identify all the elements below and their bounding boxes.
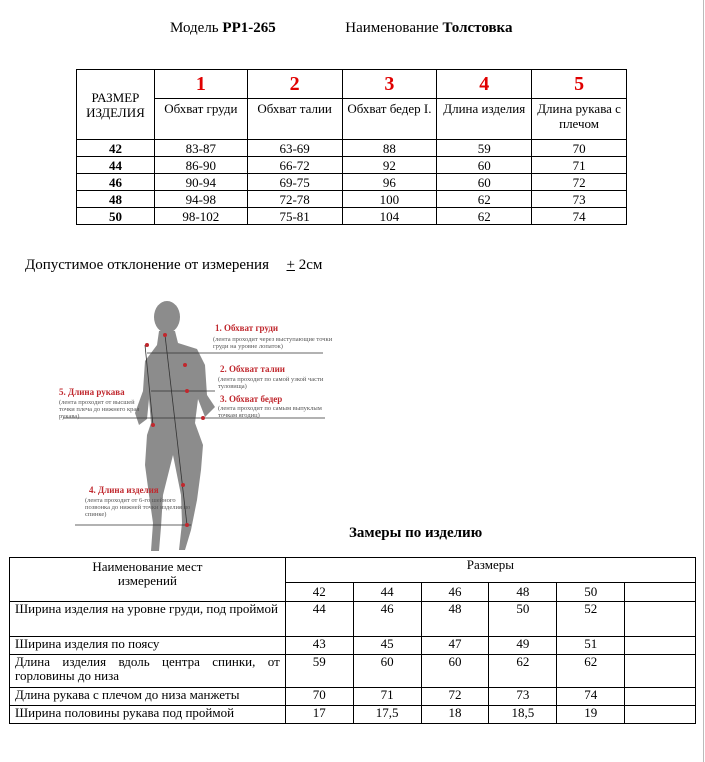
empty-cell: [625, 602, 696, 637]
value-cell: 71: [353, 688, 421, 706]
size-cell: 42: [77, 140, 155, 157]
value-cell: 59: [437, 140, 532, 157]
size-header: 42: [285, 583, 353, 602]
col-number: 1: [154, 70, 247, 99]
table-row: [10, 655, 696, 688]
value-cell: 47: [421, 637, 489, 655]
value-cell: 17,5: [353, 706, 421, 724]
table-row: [77, 140, 627, 157]
value-cell: 49: [489, 637, 557, 655]
empty-cell: [625, 637, 696, 655]
size-cell: 46: [77, 174, 155, 191]
value-cell: 73: [489, 688, 557, 706]
name-value: Толстовка: [442, 20, 513, 36]
name-label: Наименование: [345, 20, 439, 36]
row-label: Длина рукава с плечом до низа манжеты: [10, 688, 286, 706]
tolerance-pm: +: [286, 257, 295, 273]
row-label: Ширина половины рукава под проймой: [10, 706, 286, 724]
empty-cell: [625, 706, 696, 724]
value-cell: 51: [557, 637, 625, 655]
label-sleeve: 5. Длина рукава: [59, 387, 125, 397]
value-cell: 73: [532, 191, 627, 208]
row-label: Длина изделия вдоль центра спинки, от горловины до низа: [10, 655, 286, 688]
table-row: [77, 157, 627, 174]
value-cell: 52: [557, 602, 625, 637]
col-label: Обхват талии: [247, 99, 342, 140]
value-cell: 92: [342, 157, 437, 174]
page-border: [703, 0, 704, 762]
table-row: [10, 602, 696, 637]
note-chest: (лента проходит через выступающие точки груди на уровне лопаток): [213, 336, 333, 350]
sizes-label: Размеры: [285, 558, 695, 583]
size-header: 48: [489, 583, 557, 602]
value-cell: 63-69: [247, 140, 342, 157]
value-cell: 75-81: [247, 208, 342, 225]
col-label: Длина рукава с плечом: [532, 99, 627, 140]
size-header: 50: [557, 583, 625, 602]
label-hips: 3. Обхват бедер: [220, 394, 283, 404]
value-cell: 44: [285, 602, 353, 637]
table-row: [10, 706, 696, 724]
note-sleeve: (лента проходит от высшей точки плеча до нижнего края рукава): [59, 399, 140, 420]
value-cell: 96: [342, 174, 437, 191]
col-number: 5: [532, 70, 627, 99]
value-cell: 62: [437, 208, 532, 225]
col-label: Обхват груди: [154, 99, 247, 140]
value-cell: 17: [285, 706, 353, 724]
tolerance-value: 2см: [298, 257, 323, 273]
col-number: 3: [342, 70, 437, 99]
table-row: [77, 191, 627, 208]
size-corner: РАЗМЕР ИЗДЕЛИЯ: [77, 70, 155, 140]
measurements-table: [9, 557, 696, 724]
value-cell: 62: [557, 655, 625, 688]
value-cell: 48: [421, 602, 489, 637]
size-table: [76, 69, 627, 225]
value-cell: 62: [437, 191, 532, 208]
col-number: 4: [437, 70, 532, 99]
value-cell: 98-102: [154, 208, 247, 225]
value-cell: 60: [437, 157, 532, 174]
value-cell: 86-90: [154, 157, 247, 174]
value-cell: 19: [557, 706, 625, 724]
label-chest: 1. Обхват груди: [215, 323, 279, 333]
value-cell: 71: [532, 157, 627, 174]
value-cell: 88: [342, 140, 437, 157]
value-cell: 70: [532, 140, 627, 157]
col-label: Длина изделия: [437, 99, 532, 140]
header: [170, 20, 512, 37]
value-cell: 46: [353, 602, 421, 637]
value-cell: 70: [285, 688, 353, 706]
size-cell: 48: [77, 191, 155, 208]
tolerance-note: [25, 257, 322, 274]
value-cell: 72: [532, 174, 627, 191]
header-label: Наименование мест измерений: [10, 558, 286, 602]
table-row: [10, 637, 696, 655]
size-cell: 50: [77, 208, 155, 225]
label-length: 4. Длина изделия: [89, 485, 159, 495]
size-header: 44: [353, 583, 421, 602]
table-row: [77, 174, 627, 191]
note-waist: (лента проходит по самой узкой части туловища): [218, 376, 324, 390]
note-length: (лента проходит от 6-го шейного позвонка до нижней точки изделия по спинке): [85, 497, 191, 518]
col-number: 2: [247, 70, 342, 99]
value-cell: 18,5: [489, 706, 557, 724]
value-cell: 83-87: [154, 140, 247, 157]
value-cell: 66-72: [247, 157, 342, 174]
value-cell: 94-98: [154, 191, 247, 208]
table-row: [10, 688, 696, 706]
empty-cell: [625, 655, 696, 688]
model-label: Модель: [170, 20, 219, 36]
empty-cell: [625, 583, 696, 602]
label-waist: 2. Обхват талии: [220, 364, 285, 374]
empty-cell: [625, 688, 696, 706]
tolerance-text: Допустимое отклонение от измерения: [25, 257, 269, 273]
value-cell: 45: [353, 637, 421, 655]
measurements-title: Замеры по изделию: [349, 525, 483, 541]
col-label: Обхват бедер I.: [342, 99, 437, 140]
value-cell: 104: [342, 208, 437, 225]
value-cell: 18: [421, 706, 489, 724]
value-cell: 74: [557, 688, 625, 706]
row-label: Ширина изделия по поясу: [10, 637, 286, 655]
value-cell: 60: [437, 174, 532, 191]
row-label: Ширина изделия на уровне груди, под проймой: [10, 602, 286, 637]
value-cell: 43: [285, 637, 353, 655]
value-cell: 72: [421, 688, 489, 706]
note-hips: (лента проходит по самым выпуклым точкам ягодиц): [218, 405, 322, 419]
value-cell: 50: [489, 602, 557, 637]
value-cell: 90-94: [154, 174, 247, 191]
value-cell: 60: [353, 655, 421, 688]
value-cell: 69-75: [247, 174, 342, 191]
model-value: РР1-265: [222, 20, 276, 36]
value-cell: 59: [285, 655, 353, 688]
value-cell: 100: [342, 191, 437, 208]
value-cell: 74: [532, 208, 627, 225]
value-cell: 62: [489, 655, 557, 688]
measurement-figure: [55, 295, 355, 555]
size-cell: 44: [77, 157, 155, 174]
value-cell: 60: [421, 655, 489, 688]
value-cell: 72-78: [247, 191, 342, 208]
size-header: 46: [421, 583, 489, 602]
table-row: [77, 208, 627, 225]
